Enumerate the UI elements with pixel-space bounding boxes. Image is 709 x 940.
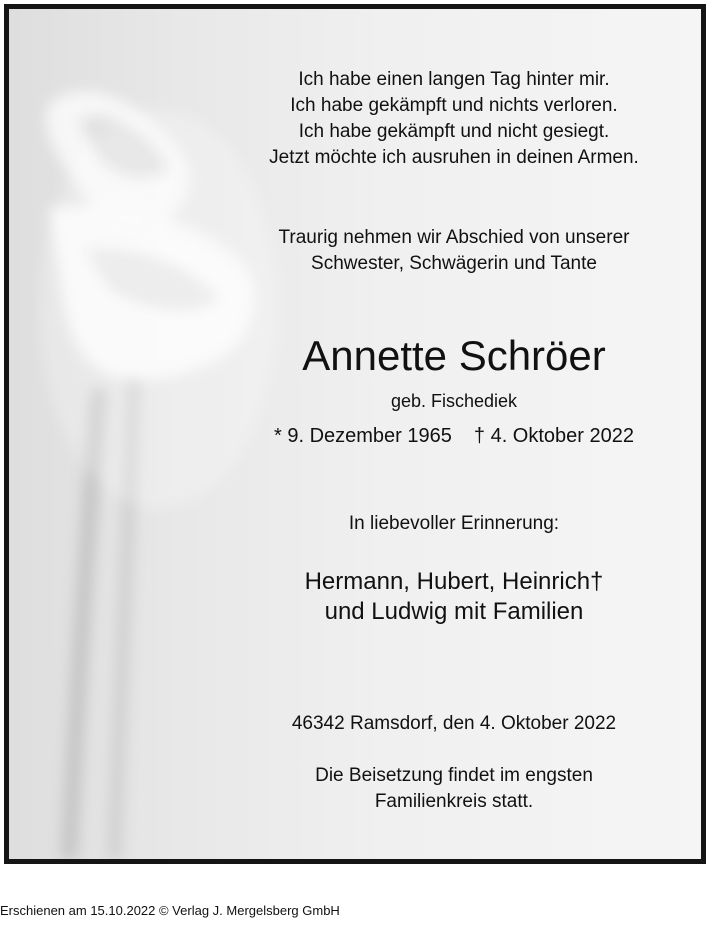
- funeral-line: Die Beisetzung findet im engsten: [315, 765, 593, 786]
- poem-line: Ich habe einen langen Tag hinter mir.: [298, 69, 610, 90]
- intro-line: Traurig nehmen wir Abschied von unserer: [278, 227, 630, 248]
- intro-line: Schwester, Schwägerin und Tante: [311, 253, 597, 274]
- death-date: † 4. Oktober 2022: [473, 425, 634, 447]
- deceased-name: Annette Schröer: [302, 332, 606, 379]
- publication-footer: Erschienen am 15.10.2022 © Verlag J. Mergelsberg GmbH: [0, 903, 340, 918]
- intro-text: [214, 225, 694, 277]
- family-names: [214, 567, 694, 627]
- family-line: Hermann, Hubert, Heinrich†: [304, 568, 604, 595]
- funeral-line: Familienkreis statt.: [374, 791, 534, 812]
- birth-date: * 9. Dezember 1965: [274, 425, 452, 447]
- funeral-note: [214, 763, 694, 815]
- family-line: und Ludwig mit Familien: [324, 598, 584, 625]
- poem: [214, 67, 694, 171]
- place-date: 46342 Ramsdorf, den 4. Oktober 2022: [291, 713, 617, 734]
- memory-heading: In liebevoller Erinnerung:: [348, 513, 560, 534]
- birth-name: geb. Fischediek: [390, 391, 518, 411]
- poem-line: Ich habe gekämpft und nichts verloren.: [290, 95, 618, 116]
- obituary-notice: [4, 4, 706, 864]
- poem-line: Ich habe gekämpft und nicht gesiegt.: [298, 121, 610, 142]
- life-dates: [214, 423, 694, 449]
- poem-line: Jetzt möchte ich ausruhen in deinen Armen.: [269, 147, 639, 168]
